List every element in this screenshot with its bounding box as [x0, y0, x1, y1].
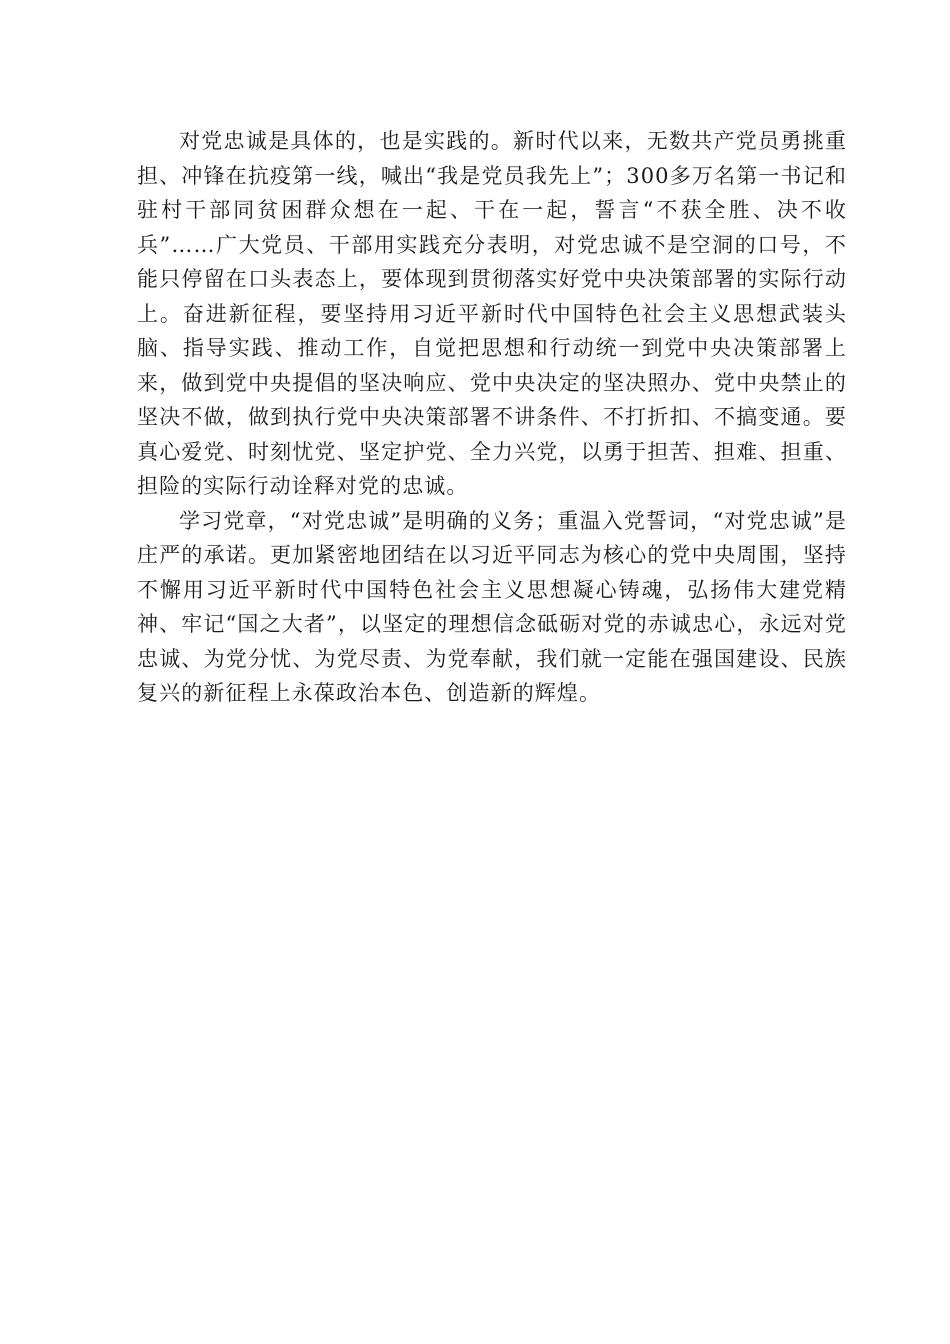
paragraph-2: 学习党章，“对党忠诚”是明确的义务；重温入党誓词，“对党忠诚”是庄严的承诺。更加紧密地团结在以习近平同志为核心的党中央周围，坚持不懈用习近平新时代中国特色社会主义思想凝心铸魂，弘扬伟大建党精神、牢记“国之大者”，以坚定的理想信念砥砺对党的赤诚忠心，永远对党忠诚、为党分忧、为党尽责、为党奉献，我们就一定能在强国建设、民族复兴的新征程上永葆政治本色、创造新的辉煌。	[137, 508, 847, 705]
document-body	[137, 124, 847, 711]
paragraph-1: 对党忠诚是具体的，也是实践的。新时代以来，无数共产党员勇挑重担、冲锋在抗疫第一线，喊出“我是党员我先上”；300多万名第一书记和驻村干部同贫困群众想在一起、干在一起，誓言“不获全胜、决不收兵”……广大党员、干部用实践充分表明，对党忠诚不是空洞的口号，不能只停留在口头表态上，要体现到贯彻落实好党中央决策部署的实际行动上。奋进新征程，要坚持用习近平新时代中国特色社会主义思想武装头脑、指导实践、推动工作，自觉把思想和行动统一到党中央决策部署上来，做到党中央提倡的坚决响应、党中央决定的坚决照办、党中央禁止的坚决不做，做到执行党中央决策部署不讲条件、不打折扣、不搞变通。要真心爱党、时刻忧党、坚定护党、全力兴党，以勇于担苦、担难、担重、担险的实际行动诠释对党的忠诚。	[137, 129, 847, 498]
